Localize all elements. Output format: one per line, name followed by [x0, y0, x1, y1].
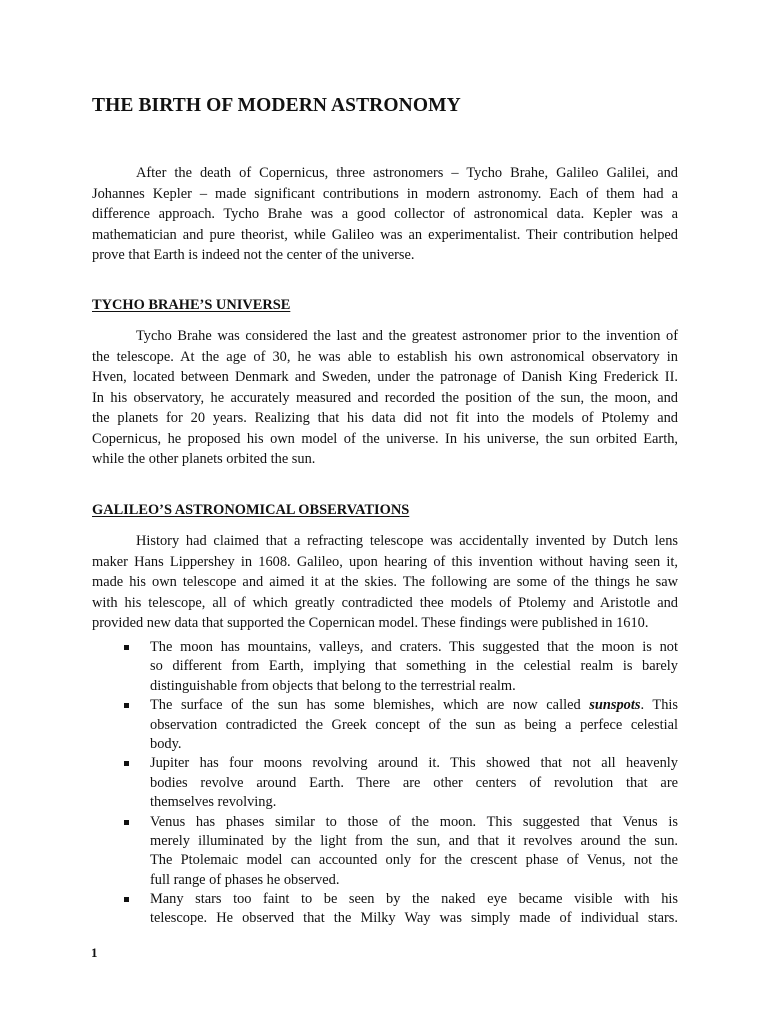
list-item-line: Venus has phases similar to those of the moon. This suggested that Venus is	[150, 813, 678, 830]
paragraph-line: made his own telescope and aimed it at the skies. The following are some of the things he saw	[92, 574, 678, 590]
section-heading-galileo: GALILEO’S ASTRONOMICAL OBSERVATIONS	[92, 502, 410, 518]
section-heading-tycho: TYCHO BRAHE’S UNIVERSE	[92, 297, 291, 313]
list-item-line: themselves revolving.	[150, 794, 277, 811]
paragraph-line: Hven, located between Denmark and Sweden, under the patronage of Danish King Frederick II.	[92, 369, 678, 385]
list-item-text: . This	[640, 697, 678, 714]
list-item-text: The surface of the sun has some blemishes, which are now called	[150, 697, 581, 714]
paragraph-line: with his telescope, all of which greatly contradicted thee models of Ptolemy and Aristotle and	[92, 594, 678, 611]
paragraph-line: the planets for 20 years. Realizing that his data did not fit into the models of Ptolemy and	[92, 410, 678, 426]
list-item-line: observation contradicted the Greek concept of the sun as being a perfece celestial	[150, 716, 678, 733]
bullet-square-icon	[124, 897, 129, 902]
list-item-line: merely illuminated by the light from the sun, and that it revolves around the sun.	[150, 832, 678, 849]
paragraph-line: the telescope. At the age of 30, he was able to establish his own astronomical observatory in	[92, 348, 678, 365]
paragraph-line: while the other planets orbited the sun.	[92, 451, 316, 467]
paragraph-line: Johannes Kepler – made significant contributions in modern astronomy. Each of them had a	[92, 185, 678, 202]
list-item-line: distinguishable from objects that belong to the terrestrial realm.	[150, 677, 516, 694]
bullet-square-icon	[124, 761, 129, 766]
list-item	[150, 696, 678, 754]
list-item-line: Jupiter has four moons revolving around it. This showed that not all heavenly	[150, 755, 678, 772]
list-item-line: body.	[150, 735, 182, 752]
list-item	[150, 813, 678, 891]
list-item-line: bodies revolve around Earth. There are other centers of revolution that are	[150, 774, 678, 791]
page-number: 1	[91, 945, 98, 960]
bullet-square-icon	[124, 703, 129, 708]
paragraph-line: difference approach. Tycho Brahe was a good collector of astronomical data. Kepler was a	[92, 206, 678, 222]
list-item-line: so different from Earth, implying that something in the celestial realm is barely	[150, 658, 678, 675]
list-item-line: telescope. He observed that the Milky Way was simply made of individual stars.	[150, 910, 678, 927]
list-item-line	[150, 696, 678, 715]
paragraph-line: Tycho Brahe was considered the last and the greatest astronomer prior to the invention of	[136, 328, 678, 344]
paragraph-line: mathematician and pure theorist, while Galileo was an experimentalist. Their contribution helped	[92, 226, 678, 243]
emphasis-term: sunspots	[589, 697, 641, 714]
bullet-square-icon	[124, 645, 129, 650]
paragraph-line: In his observatory, he accurately measured and recorded the position of the sun, the moon, and	[92, 389, 678, 406]
list-item	[150, 890, 678, 929]
paragraph-line: Copernicus, he proposed his own model of the universe. In his universe, the sun orbited Earth,	[92, 430, 678, 447]
bullet-square-icon	[124, 820, 129, 825]
paragraph-line: prove that Earth is indeed not the center of the universe.	[92, 247, 415, 263]
document-title: THE BIRTH OF MODERN ASTRONOMY	[92, 95, 461, 116]
list-item-line: The Ptolemaic model can accounted only for the crescent phase of Venus, not the	[150, 852, 678, 869]
paragraph-line: provided new data that supported the Copernican model. These findings were published in 1610.	[92, 615, 649, 631]
observations-list	[150, 638, 678, 929]
galileo-paragraph	[92, 531, 678, 634]
tycho-paragraph	[92, 326, 678, 470]
intro-paragraph	[92, 163, 678, 266]
list-item-line: full range of phases he observed.	[150, 871, 340, 888]
paragraph-line: maker Hans Lippershey in 1608. Galileo, upon hearing of this invention without having seen it,	[92, 553, 678, 570]
list-item-line: The moon has mountains, valleys, and craters. This suggested that the moon is not	[150, 639, 678, 655]
list-item	[150, 754, 678, 812]
list-item	[150, 638, 678, 696]
paragraph-line: History had claimed that a refracting telescope was accidentally invented by Dutch lens	[136, 533, 678, 549]
paragraph-line: After the death of Copernicus, three astronomers – Tycho Brahe, Galileo Galilei, and	[136, 165, 678, 181]
list-item-line: Many stars too faint to be seen by the naked eye became visible with his	[150, 891, 678, 908]
